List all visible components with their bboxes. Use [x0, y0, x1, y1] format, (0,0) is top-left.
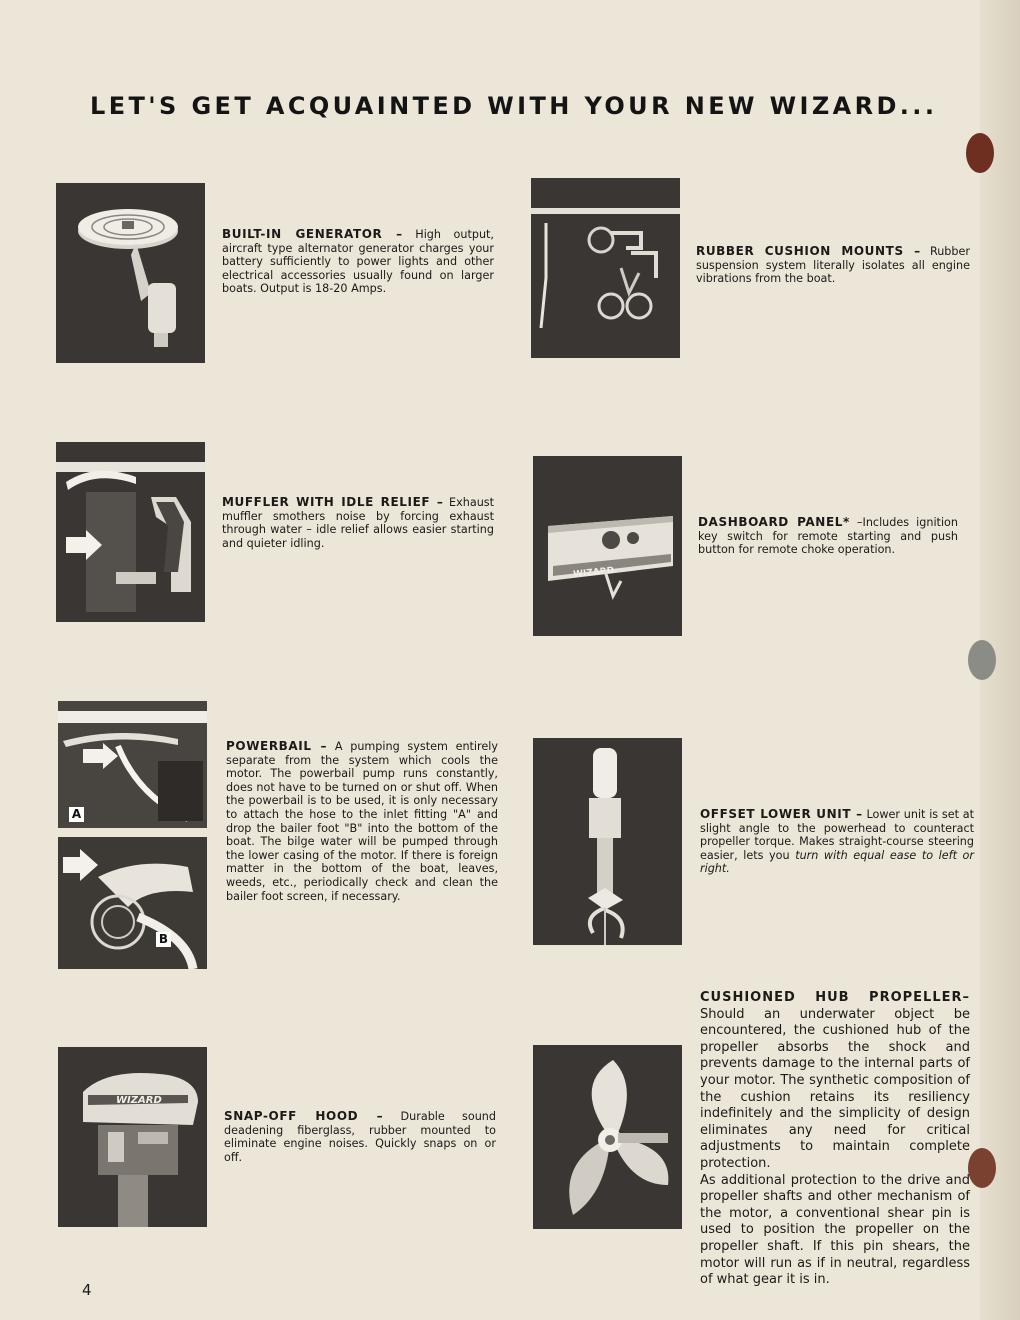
- page-title: LET'S GET ACQUAINTED WITH YOUR NEW WIZARD...: [90, 92, 938, 120]
- propeller-description: [700, 990, 970, 1289]
- muffler-body: Exhaust muffler smothers noise by forcing exhaust through water – idle relief allows easier starting and quieter idling.: [222, 496, 495, 550]
- dashboard-description: [698, 516, 958, 557]
- propeller-heading: CUSHIONED HUB PROPELLER–: [700, 990, 970, 1005]
- muffler-photo: [56, 442, 205, 622]
- generator-description: [222, 228, 494, 296]
- dashboard-logo-text: WIZARD: [572, 565, 615, 581]
- hood-description: [224, 1110, 496, 1164]
- powerbail-description: [226, 740, 498, 903]
- hood-heading: SNAP-OFF HOOD –: [224, 1109, 384, 1123]
- generator-body: High output, aircraft type alternator generator charges your battery sufficiently to power lights and other electrical accessories usually found on larger boats. Output is 18-20 Amps.: [222, 228, 494, 296]
- hood-photo: [58, 1047, 207, 1227]
- generator-heading: BUILT-IN GENERATOR –: [222, 227, 403, 241]
- mounts-body: Rubber suspension system literally isolates all engine vibrations from the boat.: [696, 245, 970, 286]
- lower-unit-description: [700, 808, 974, 876]
- mounts-heading: RUBBER CUSHION MOUNTS –: [696, 244, 921, 258]
- page-number: 4: [82, 1281, 92, 1299]
- powerbail-body: A pumping system entirely separate from the system which cools the motor. The powerbail pump runs constantly, does not have to be turned on or shut off. When the powerbail is to be used, it is only necessary to attach the hose to the inlet fitting "A" and drop the bailer foot "B" into the bottom of the boat. The bilge water will be pumped through the lower casing of the motor. If there is foreign matter in the bottom of the boat, leaves, weeds, etc., periodically check and clean the bailer foot screen, if necessary.: [226, 740, 499, 903]
- muffler-heading: MUFFLER WITH IDLE RELIEF –: [222, 495, 444, 509]
- hood-logo-text: WIZARD: [116, 1095, 162, 1106]
- dashboard-photo: [533, 456, 682, 636]
- powerbail-heading: POWERBAIL –: [226, 739, 328, 753]
- muffler-description: [222, 496, 494, 550]
- propeller-photo: [533, 1045, 682, 1229]
- dashboard-body: –Includes ignition key switch for remote starting and push button for remote choke operation.: [698, 516, 958, 557]
- hood-body: Durable sound deadening fiberglass, rubber mounted to eliminate engine noises. Quickly snaps on or off.: [224, 1110, 496, 1164]
- mounts-description: [696, 245, 970, 286]
- mounts-photo: [531, 178, 680, 358]
- lower-unit-photo: [533, 738, 682, 945]
- binder-hole-middle: [968, 640, 996, 680]
- binder-hole-bottom: [968, 1148, 996, 1188]
- powerbail-label-b: B: [156, 932, 171, 947]
- propeller-body-2: As additional protection to the drive and propeller shafts and other mechanism of the motor, a conventional shear pin is used to position the propeller on the propeller shaft. If this pin shears, the motor will run as if in neutral, regardless of what gear it is in.: [700, 1172, 970, 1288]
- lower-unit-body-italic: turn with equal ease to left or right.: [700, 848, 974, 876]
- powerbail-photo-b: [58, 837, 207, 969]
- powerbail-label-a: A: [69, 807, 84, 822]
- dashboard-heading: DASHBOARD PANEL*: [698, 515, 850, 529]
- binder-hole-top: [966, 133, 994, 173]
- generator-photo: [56, 183, 205, 363]
- lower-unit-heading: OFFSET LOWER UNIT –: [700, 807, 863, 821]
- lower-unit-body: Lower unit is set at slight angle to the powerhead to counteract propeller torque. Makes straight-course steering easier, lets you: [700, 808, 975, 862]
- propeller-body: Should an underwater object be encountered, the cushioned hub of the propeller absorbs the shock and prevents damage to the internal parts of your motor. The synthetic composition of the cushion retains its resiliency indefinitely and the simplicity of design eliminates any need for critical adjustments to maintain complete protection.: [700, 1006, 970, 1171]
